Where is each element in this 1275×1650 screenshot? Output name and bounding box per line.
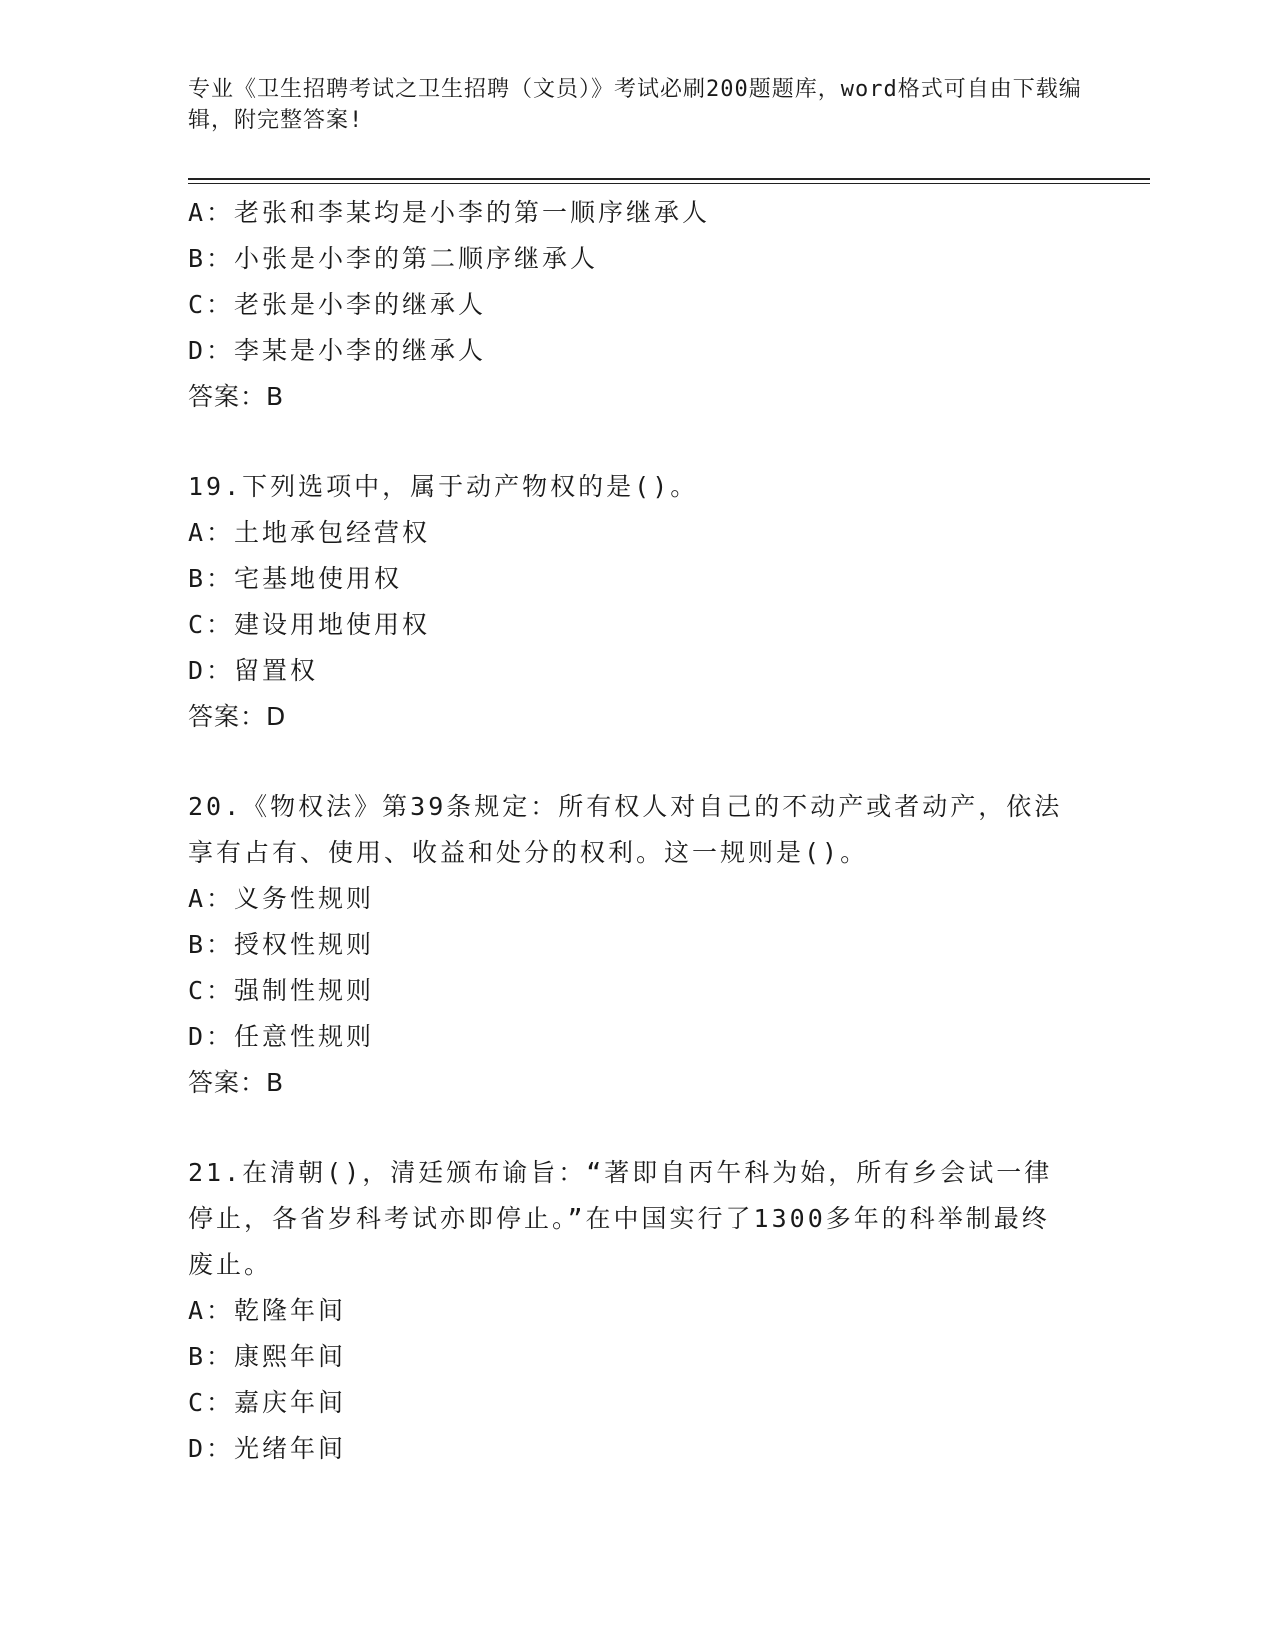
question-block-20 <box>188 784 1088 1106</box>
question-stem: 19.下列选项中，属于动产物权的是()。 <box>188 472 699 501</box>
option-b: B：授权性规则 <box>188 930 375 959</box>
option-a: A：老张和李某均是小李的第一顺序继承人 <box>188 198 711 227</box>
option-a: A：义务性规则 <box>188 884 375 913</box>
option-d: D：留置权 <box>188 656 319 685</box>
option-d: D：李某是小李的继承人 <box>188 336 487 365</box>
spacer <box>188 1106 1088 1150</box>
option-d: D：任意性规则 <box>188 1022 375 1051</box>
spacer <box>188 740 1088 784</box>
spacer <box>188 420 1088 464</box>
option-d: D：光绪年间 <box>188 1434 347 1463</box>
option-c: C：建设用地使用权 <box>188 610 431 639</box>
question-stem: 21.在清朝()，清廷颁布谕旨：“著即自丙午科为始，所有乡会试一律停止，各省岁科考试亦即停止。”在中国实行了1300多年的科举制最终废止。 <box>188 1158 1053 1279</box>
option-b: B：康熙年间 <box>188 1342 347 1371</box>
question-block-21 <box>188 1150 1088 1472</box>
option-a: A：土地承包经营权 <box>188 518 431 547</box>
question-block-18 <box>188 190 1088 420</box>
option-c: C：嘉庆年间 <box>188 1388 347 1417</box>
question-list <box>188 190 1088 1472</box>
answer-line: 答案：B <box>188 382 285 411</box>
question-block-19 <box>188 464 1088 740</box>
header-divider-thin <box>188 183 1150 184</box>
answer-line: 答案：D <box>188 702 287 731</box>
answer-line: 答案：B <box>188 1068 285 1097</box>
option-c: C：强制性规则 <box>188 976 375 1005</box>
header-divider-thick <box>188 178 1150 180</box>
option-c: C：老张是小李的继承人 <box>188 290 487 319</box>
option-a: A：乾隆年间 <box>188 1296 347 1325</box>
question-stem: 20.《物权法》第39条规定：所有权人对自己的不动产或者动产，依法享有占有、使用、收益和处分的权利。这一规则是()。 <box>188 792 1063 867</box>
option-b: B：小张是小李的第二顺序继承人 <box>188 244 599 273</box>
document-header: 专业《卫生招聘考试之卫生招聘（文员）》考试必刷200题题库，word格式可自由下载编辑，附完整答案! <box>188 77 1082 133</box>
option-b: B：宅基地使用权 <box>188 564 403 593</box>
